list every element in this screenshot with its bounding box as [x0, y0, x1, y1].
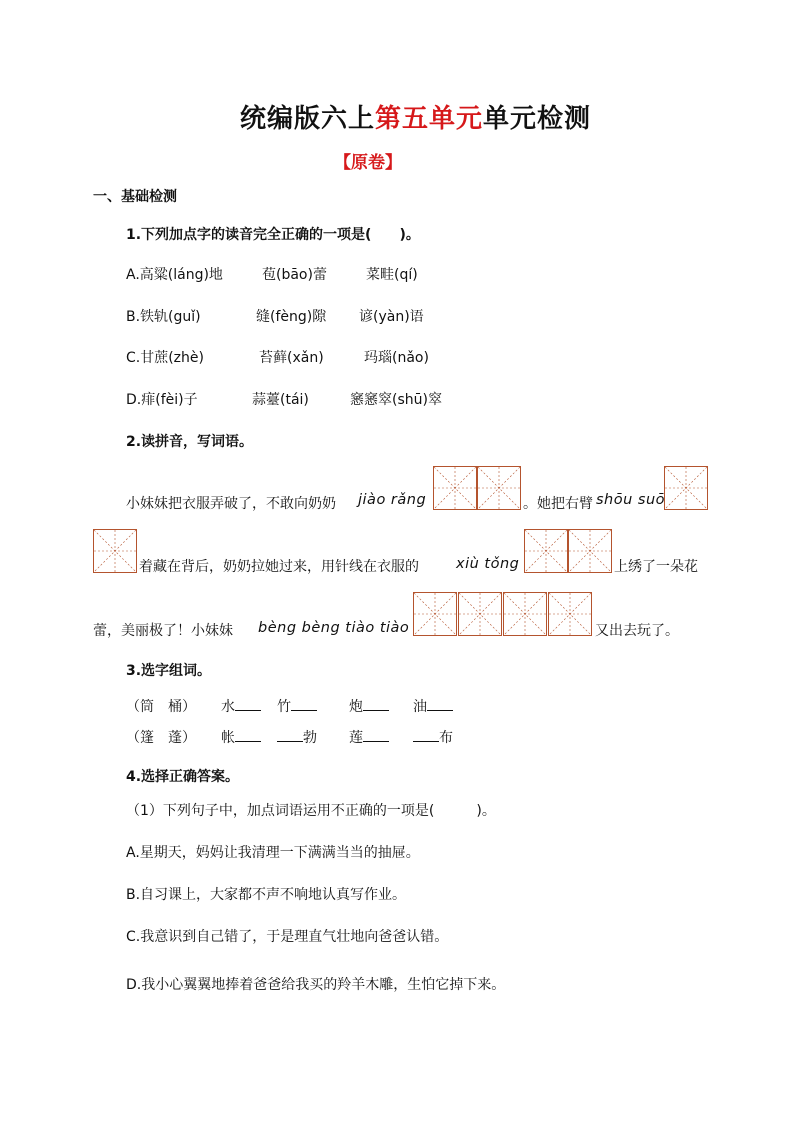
q4-sub-question: （1）下列句子中，加点词语运用不正确的一项是( )。	[126, 803, 496, 819]
q2-line2-text-b: 上绣了一朵花	[614, 559, 698, 575]
q3-row2-word1: 帐	[221, 727, 261, 747]
q1-option-a-1: A.高粱(láng)地	[126, 267, 223, 283]
q4-option-a: A.星期天，妈妈让我清理一下满满当当的抽屉。	[126, 845, 420, 861]
q2-line3-text-b: 又出去玩了。	[595, 623, 679, 639]
q1-option-c-1: C.甘蔗(zhè)	[126, 350, 204, 366]
q3-row2-word4: 布	[413, 727, 453, 747]
writing-box[interactable]	[413, 592, 457, 636]
q2-pinyin-1: jiào rǎng	[358, 492, 427, 508]
q1-heading: 1.下列加点字的读音完全正确的一项是( )。	[126, 227, 420, 243]
writing-box[interactable]	[548, 592, 592, 636]
q3-row1-word2: 竹	[277, 696, 317, 716]
q2-line3-text-a: 蕾，美丽极了！小妹妹	[93, 623, 233, 639]
q2-line1-text-a: 小妹妹把衣服弄破了，不敢向奶奶	[126, 496, 336, 512]
q3-row2-pair: （篷 蓬）	[126, 730, 196, 746]
q2-line2-text-a: 着藏在背后，奶奶拉她过来，用针线在衣服的	[139, 559, 419, 575]
q2-pinyin-3: xiù tǒng	[456, 556, 520, 572]
answer-blank[interactable]	[413, 727, 439, 742]
writing-box[interactable]	[664, 466, 708, 510]
q4-option-d: D.我小心翼翼地捧着爸爸给我买的羚羊木雕，生怕它掉下来。	[126, 977, 506, 993]
q3-row1-pair: （筒 桶）	[126, 699, 196, 715]
q1-option-b-3: 谚(yàn)语	[359, 309, 424, 325]
answer-blank[interactable]	[277, 727, 303, 742]
page-title	[240, 98, 591, 135]
q2-line1-text-b: 。她把右臂	[523, 496, 593, 512]
section-heading: 一、基础检测	[93, 189, 177, 205]
answer-blank[interactable]	[235, 696, 261, 711]
q3-row1-word1: 水	[221, 696, 261, 716]
q1-option-d-2: 蒜薹(tái)	[252, 392, 309, 408]
q1-option-a-3: 菜畦(qí)	[366, 267, 418, 283]
answer-blank[interactable]	[363, 727, 389, 742]
writing-box[interactable]	[477, 466, 521, 510]
q4-heading: 4.选择正确答案。	[126, 769, 240, 785]
q1-option-a-2: 苞(bāo)蕾	[262, 267, 327, 283]
writing-box[interactable]	[433, 466, 477, 510]
q2-pinyin-2: shōu suō	[596, 492, 666, 508]
writing-box[interactable]	[93, 529, 137, 573]
answer-blank[interactable]	[235, 727, 261, 742]
q2-heading: 2.读拼音，写词语。	[126, 434, 254, 450]
title-part-b: 第五单元	[375, 104, 484, 134]
q3-row1-word4: 油	[413, 696, 453, 716]
page-subtitle: 【原卷】	[334, 153, 402, 173]
q1-option-d-1: D.痱(fèi)子	[126, 392, 198, 408]
writing-box[interactable]	[568, 529, 612, 573]
q1-option-b-2: 缝(fèng)隙	[256, 309, 327, 325]
writing-box[interactable]	[503, 592, 547, 636]
q3-row1-word3: 炮	[349, 696, 389, 716]
q3-row2-word2: 勃	[277, 727, 317, 747]
writing-box[interactable]	[524, 529, 568, 573]
q1-option-d-3: 窸窸窣(shū)窣	[350, 392, 442, 408]
answer-blank[interactable]	[363, 696, 389, 711]
answer-blank[interactable]	[291, 696, 317, 711]
q3-row2-word3: 莲	[349, 727, 389, 747]
writing-box[interactable]	[458, 592, 502, 636]
q1-option-b-1: B.铁轨(guǐ)	[126, 309, 201, 325]
q2-pinyin-4: bèng bèng tiào tiào	[258, 620, 410, 636]
q4-option-b: B.自习课上，大家都不声不响地认真写作业。	[126, 887, 407, 903]
title-part-a: 统编版六上	[240, 104, 376, 134]
q1-option-c-3: 玛瑙(nǎo)	[364, 350, 429, 366]
answer-blank[interactable]	[427, 696, 453, 711]
q3-heading: 3.选字组词。	[126, 663, 212, 679]
q1-option-c-2: 苔藓(xǎn)	[259, 350, 324, 366]
q4-option-c: C.我意识到自己错了，于是理直气壮地向爸爸认错。	[126, 929, 449, 945]
title-part-c: 单元检测	[483, 104, 592, 134]
